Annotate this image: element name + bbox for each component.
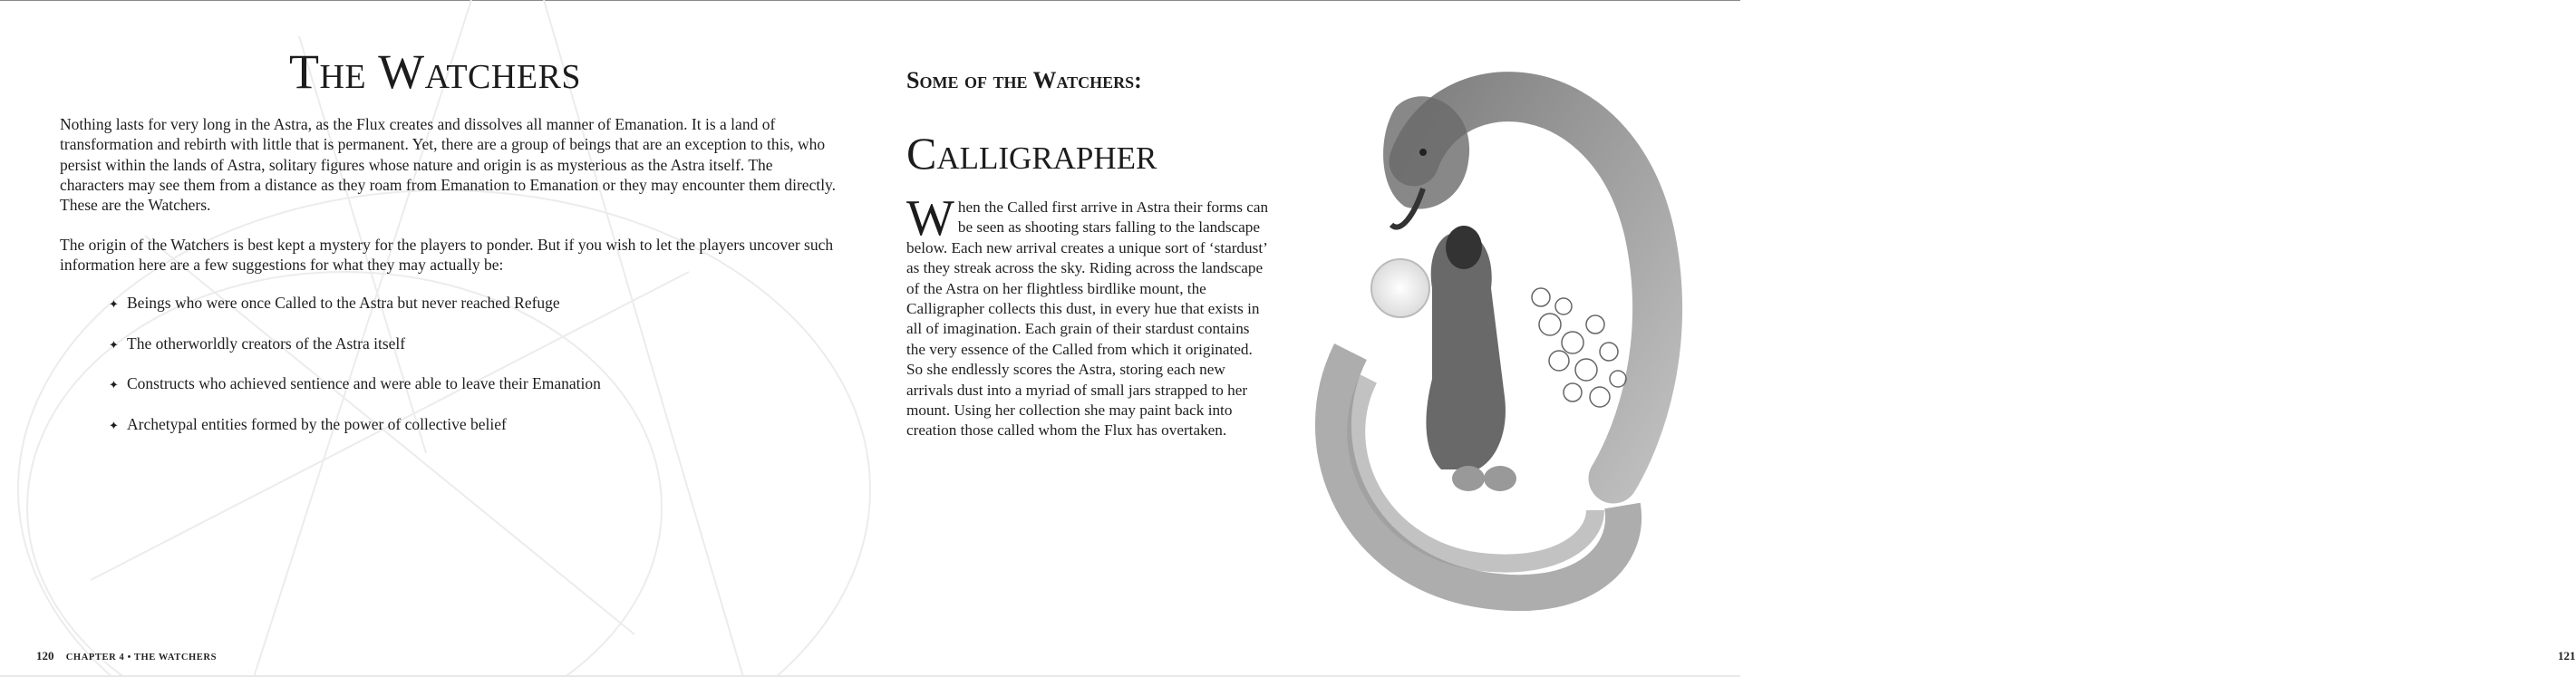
page-number: 120	[36, 649, 54, 662]
list-item: ✦ The otherworldly creators of the Astra itself	[109, 334, 601, 374]
list-item: ✦ Constructs who achieved sentience and were able to leave their Emanation	[109, 373, 601, 414]
suggestions-list	[109, 293, 601, 454]
four-point-star-icon: ✦	[109, 337, 119, 352]
list-item: ✦ Beings who were once Called to the Astra but never reached Refuge	[109, 293, 601, 334]
left-page	[0, 0, 870, 677]
drop-cap: W	[906, 190, 954, 247]
calligrapher-illustration	[1314, 53, 1677, 610]
four-point-star-icon: ✦	[109, 378, 119, 392]
four-point-star-icon: ✦	[109, 418, 119, 432]
page-title: The Watchers	[288, 44, 582, 99]
section-heading: Some of the Watchers:	[906, 67, 1142, 93]
entry-title: Calligrapher	[906, 128, 1157, 179]
running-footer-chapter: CHAPTER 4 • THE WATCHERS	[65, 653, 218, 662]
left-page-footer	[36, 649, 217, 663]
page-number: 121	[2558, 649, 2576, 662]
list-item: ✦ Archetypal entities formed by the power of collective belief	[109, 414, 601, 455]
intro-paragraph: Nothing lasts for very long in the Astra, as the Flux creates and dissolves all manner of Emanation. It is a land of transformation and rebirth with little that is permanent. Yet, there are a group of beings that are an exception to this, who persist within the lands of Astra, solitary figures whose nature and origin is as mysterious as the Astra itself. The characters may see them from a distance as they roam from Emanation to Emanation or they may encounter them directly. These are the Watchers.	[60, 115, 837, 215]
entry-body: When the Called first arrive in Astra their forms can be seen as shooting stars falling to the landscape below. Each new arrival creates a unique sort of ‘stardust’ as they streak across the sky. Riding across the landscape of the Astra on her flightless birdlike mount, the Calligrapher collects this dust, in every hue that exists in all of imagination. Each grain of their stardust contains the very essence of the Called from which it originated. So she endlessly scores the Astra, storing each new arrivals dust into a myriad of small jars strapped to her mount. Using her collection she may paint back into creation those called whom the Flux has overtaken.	[906, 190, 1269, 440]
right-page	[870, 0, 2576, 677]
four-point-star-icon: ✦	[109, 297, 119, 311]
origin-paragraph: The origin of the Watchers is best kept a mystery for the players to ponder. But if you wish to let the players uncover such information here are a few suggestions for what they may actually be:	[60, 236, 834, 275]
